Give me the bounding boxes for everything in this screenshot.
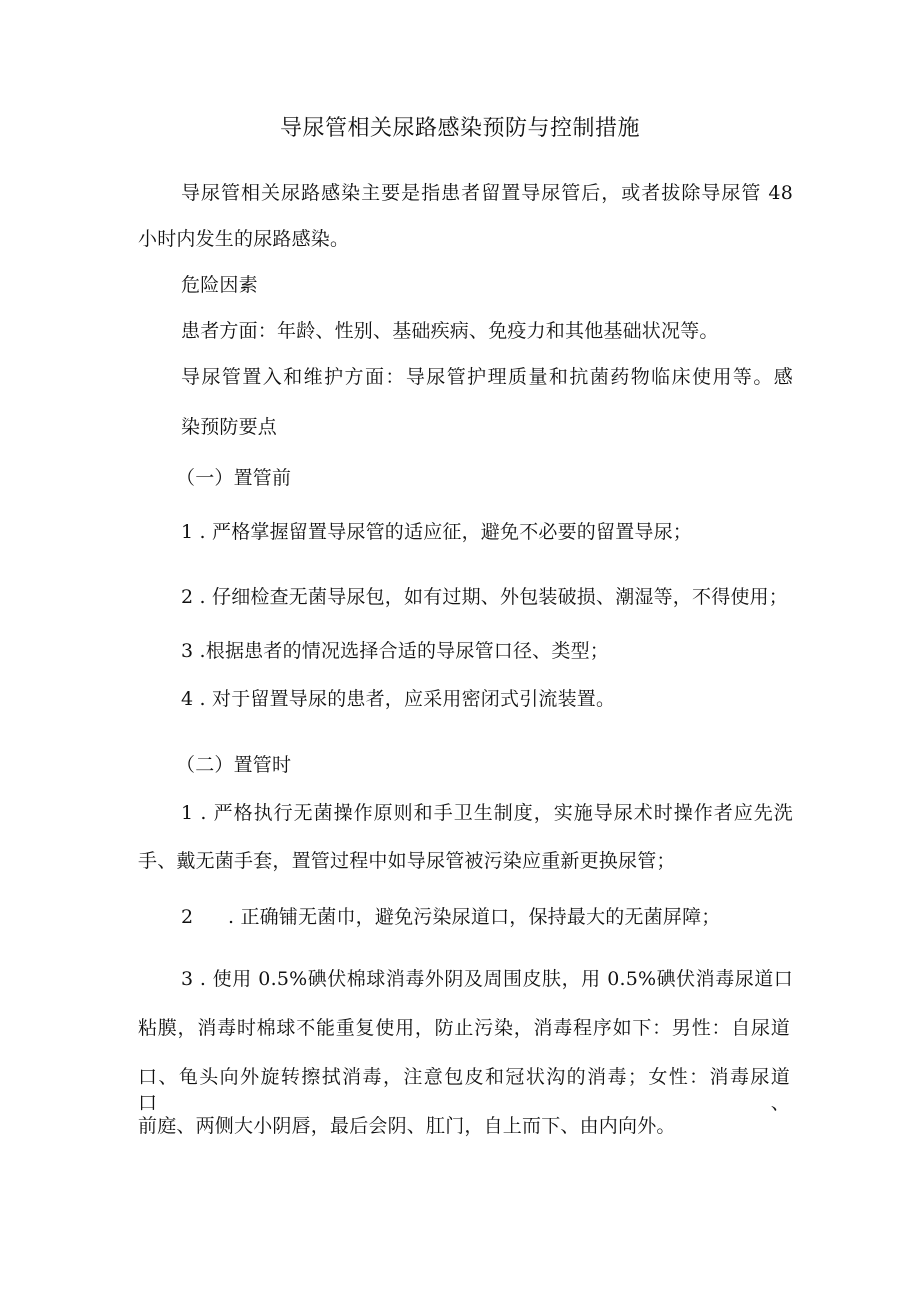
prevention-heading: 染预防要点 — [181, 416, 278, 438]
section2-item1-line2: 手、戴无菌手套，置管过程中如导尿管被污染应重新更换尿管； — [138, 850, 676, 872]
section2-item3-line3: 口、龟头向外旋转擦拭消毒，注意包皮和冠状沟的消毒；女性：消毒尿道口、 — [138, 1066, 790, 1114]
section1-item-4: 4 . 对于留置导尿的患者，应采用密闭式引流装置。 — [181, 688, 616, 710]
intro-line-2: 小时内发生的尿路感染。 — [138, 228, 350, 250]
section1-heading: （一）置管前 — [176, 467, 292, 489]
section1-item-1: 1 . 严格掌握留置导尿管的适应征，避免不必要的留置导尿； — [181, 521, 693, 543]
section1-item-3: 3 .根据患者的情况选择合适的导尿管口径、类型； — [181, 640, 609, 662]
section1-item-2: 2 . 仔细检查无菌导尿包，如有过期、外包装破损、潮湿等，不得使用； — [181, 586, 789, 608]
section2-heading: （二）置管时 — [176, 754, 292, 776]
document-title: 导尿管相关尿路感染预防与控制措施 — [279, 116, 640, 141]
section2-item3-line1: 3 . 使用 0.5%碘伏棉球消毒外阴及周围皮肤，用 0.5%碘伏消毒尿道口 — [181, 968, 793, 990]
risk-patient: 患者方面：年龄、性别、基础疾病、免疫力和其他基础状况等。 — [181, 320, 719, 342]
risk-heading: 危险因素 — [181, 274, 258, 296]
section2-item1-line1: 1 . 严格执行无菌操作原则和手卫生制度，实施导尿术时操作者应先洗 — [181, 802, 793, 824]
section2-item3-line2: 粘膜，消毒时棉球不能重复使用，防止污染，消毒程序如下：男性：自尿道 — [138, 1017, 790, 1039]
section2-item2-number: 2 — [181, 906, 194, 928]
section2-item2-text: . 正确铺无菌巾，避免污染尿道口，保持最大的无菌屏障； — [228, 906, 721, 928]
intro-line-1: 导尿管相关尿路感染主要是指患者留置导尿管后，或者拔除导尿管 48 — [181, 182, 793, 204]
risk-catheter: 导尿管置入和维护方面：导尿管护理质量和抗菌药物临床使用等。感 — [181, 366, 793, 388]
section2-item3-line4: 前庭、两侧大小阴唇，最后会阴、肛门，自上而下、由内向外。 — [138, 1115, 676, 1137]
